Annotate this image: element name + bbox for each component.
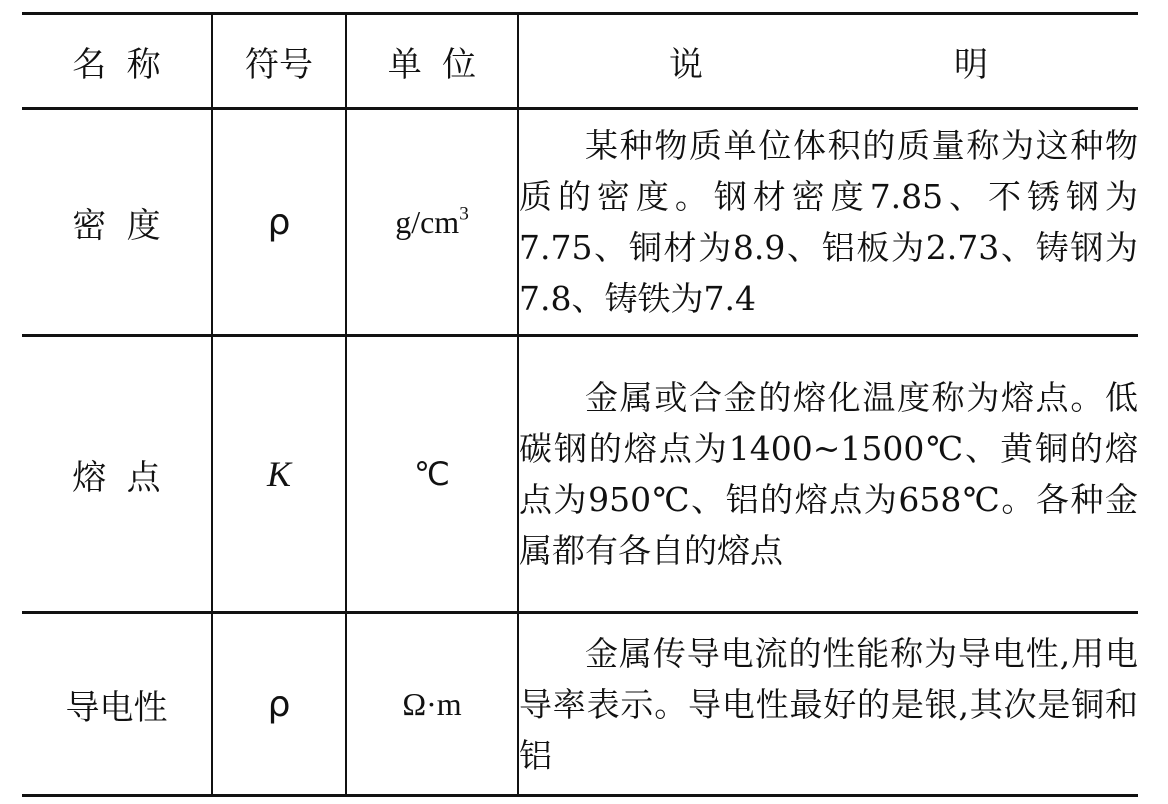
header-description [518, 14, 1138, 109]
table-row [22, 336, 1138, 613]
cell-symbol: ρ [212, 109, 346, 336]
cell-unit: $g/cm^3$ [346, 109, 518, 336]
header-description-right: 明 [954, 44, 988, 85]
cell-name: 密度 [22, 109, 212, 336]
header-name: 名称 [22, 14, 212, 109]
cell-name: 导电性 [22, 613, 212, 796]
cell-unit: ℃ [346, 336, 518, 613]
table-row [22, 613, 1138, 796]
header-row [22, 14, 1138, 109]
unit-exponent: 3 [459, 203, 469, 225]
table-row [22, 109, 1138, 336]
properties-table [22, 12, 1138, 797]
header-symbol: 符号 [212, 14, 346, 109]
cell-description: 金属或合金的熔化温度称为熔点。低碳钢的熔点为1400~1500℃、黄铜的熔点为950℃、铝的熔点为658℃。各种金属都有各自的熔点 [518, 336, 1138, 613]
cell-description: 某种物质单位体积的质量称为这种物质的密度。钢材密度7.85、不锈钢为7.75、铜材为8.9、铝板为2.73、铸钢为7.8、铸铁为7.4 [518, 109, 1138, 336]
cell-symbol: ρ [212, 613, 346, 796]
header-unit: 单位 [346, 14, 518, 109]
cell-description: 金属传导电流的性能称为导电性,用电导率表示。导电性最好的是银,其次是铜和铝 [518, 613, 1138, 796]
cell-unit: Ω·m [346, 613, 518, 796]
cell-name: 熔点 [22, 336, 212, 613]
header-description-left: 说 [669, 44, 703, 85]
cell-symbol: K [212, 336, 346, 613]
